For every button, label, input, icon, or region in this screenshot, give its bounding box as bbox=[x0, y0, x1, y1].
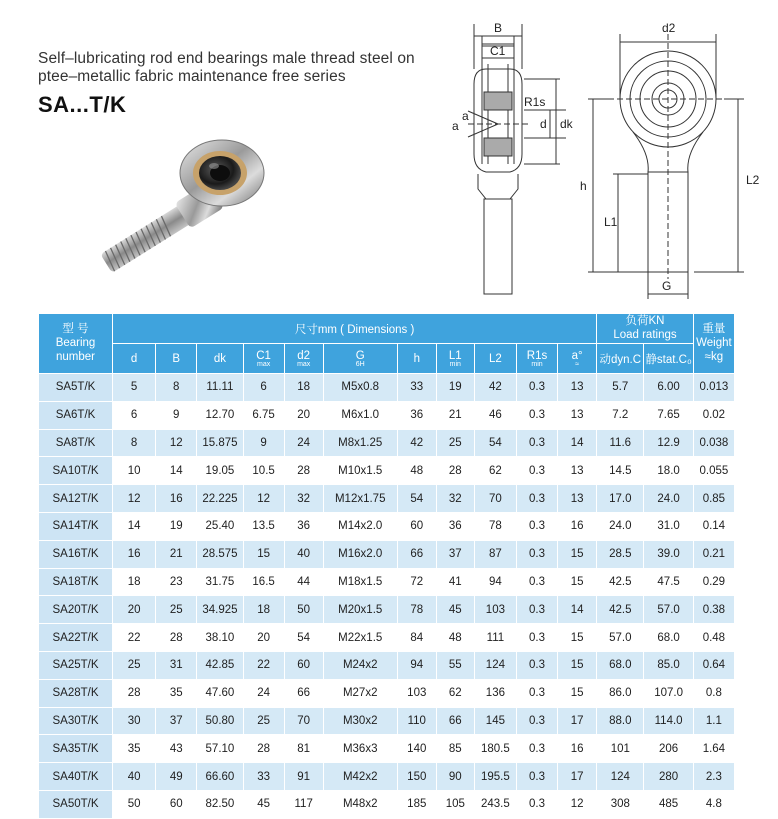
table-cell: 12 bbox=[113, 485, 156, 513]
table-cell: 0.013 bbox=[693, 374, 734, 402]
table-cell: 82.50 bbox=[197, 790, 243, 818]
label-C1: C1 bbox=[490, 44, 506, 58]
table-cell: 150 bbox=[397, 763, 436, 791]
table-cell: 66 bbox=[397, 540, 436, 568]
table-row bbox=[39, 707, 735, 735]
table-cell: 0.3 bbox=[516, 512, 557, 540]
table-cell: 72 bbox=[397, 568, 436, 596]
table-cell: 13 bbox=[558, 485, 597, 513]
table-cell: 6 bbox=[243, 374, 284, 402]
col-L2: L2 bbox=[474, 344, 516, 374]
table-cell: 16.5 bbox=[243, 568, 284, 596]
col-h: h bbox=[397, 344, 436, 374]
table-cell: 54 bbox=[474, 429, 516, 457]
table-cell: 68.0 bbox=[644, 624, 693, 652]
table-cell: 8 bbox=[156, 374, 197, 402]
bearing-number-cell: SA20T/K bbox=[39, 596, 113, 624]
table-row bbox=[39, 485, 735, 513]
table-cell: 10.5 bbox=[243, 457, 284, 485]
table-row bbox=[39, 457, 735, 485]
table-cell: 21 bbox=[156, 540, 197, 568]
table-cell: M5x0.8 bbox=[323, 374, 397, 402]
table-cell: 0.64 bbox=[693, 651, 734, 679]
table-cell: 38.10 bbox=[197, 624, 243, 652]
label-L2: L2 bbox=[746, 173, 760, 187]
table-cell: 124 bbox=[474, 651, 516, 679]
table-cell: 12.9 bbox=[644, 429, 693, 457]
table-cell: 24 bbox=[243, 679, 284, 707]
table-cell: 24 bbox=[284, 429, 323, 457]
rod-end-bearing-photo bbox=[82, 135, 282, 295]
table-cell: 42 bbox=[474, 374, 516, 402]
table-cell: 47.5 bbox=[644, 568, 693, 596]
col-d2: d2 max bbox=[284, 344, 323, 374]
table-row bbox=[39, 568, 735, 596]
table-cell: 34.925 bbox=[197, 596, 243, 624]
table-cell: 42 bbox=[397, 429, 436, 457]
bearing-number-cell: SA18T/K bbox=[39, 568, 113, 596]
table-cell: M18x1.5 bbox=[323, 568, 397, 596]
table-cell: 31.0 bbox=[644, 512, 693, 540]
table-cell: 32 bbox=[284, 485, 323, 513]
table-cell: 16 bbox=[558, 512, 597, 540]
table-cell: 6 bbox=[113, 401, 156, 429]
header-load-ratings: 负荷KN Load ratings bbox=[597, 314, 694, 344]
table-cell: 30 bbox=[113, 707, 156, 735]
table-cell: 15 bbox=[558, 651, 597, 679]
table-cell: 185 bbox=[397, 790, 436, 818]
table-row bbox=[39, 374, 735, 402]
label-h: h bbox=[580, 179, 587, 193]
table-cell: 43 bbox=[156, 735, 197, 763]
table-cell: 9 bbox=[156, 401, 197, 429]
table-cell: 114.0 bbox=[644, 707, 693, 735]
table-cell: 50.80 bbox=[197, 707, 243, 735]
table-cell: 0.3 bbox=[516, 374, 557, 402]
table-cell: M12x1.75 bbox=[323, 485, 397, 513]
table-cell: 0.3 bbox=[516, 429, 557, 457]
label-d2: d2 bbox=[662, 21, 676, 35]
table-cell: 5.7 bbox=[597, 374, 644, 402]
table-cell: 37 bbox=[436, 540, 474, 568]
table-cell: 21 bbox=[436, 401, 474, 429]
label-a2: a bbox=[462, 109, 469, 123]
col-dyn-c: 动dyn.C bbox=[597, 344, 644, 374]
bearing-number-cell: SA35T/K bbox=[39, 735, 113, 763]
table-cell: 25.40 bbox=[197, 512, 243, 540]
table-cell: M14x2.0 bbox=[323, 512, 397, 540]
table-cell: M6x1.0 bbox=[323, 401, 397, 429]
table-cell: M36x3 bbox=[323, 735, 397, 763]
table-cell: 32 bbox=[436, 485, 474, 513]
table-cell: M8x1.25 bbox=[323, 429, 397, 457]
table-row bbox=[39, 624, 735, 652]
col-R1s: R1s min bbox=[516, 344, 557, 374]
table-cell: 42.85 bbox=[197, 651, 243, 679]
table-cell: 103 bbox=[397, 679, 436, 707]
bearing-number-cell: SA8T/K bbox=[39, 429, 113, 457]
label-B: B bbox=[494, 21, 503, 35]
table-cell: 0.38 bbox=[693, 596, 734, 624]
table-cell: 14 bbox=[558, 596, 597, 624]
table-row bbox=[39, 735, 735, 763]
table-cell: 31 bbox=[156, 651, 197, 679]
bearing-number-cell: SA40T/K bbox=[39, 763, 113, 791]
table-cell: 36 bbox=[397, 401, 436, 429]
header-weight: 重量 Weight ≈kg bbox=[693, 314, 734, 374]
table-cell: 70 bbox=[474, 485, 516, 513]
table-cell: 117 bbox=[284, 790, 323, 818]
table-cell: M30x2 bbox=[323, 707, 397, 735]
table-cell: 31.75 bbox=[197, 568, 243, 596]
table-cell: 8 bbox=[113, 429, 156, 457]
table-cell: 15 bbox=[558, 679, 597, 707]
table-cell: 49 bbox=[156, 763, 197, 791]
bearing-number-cell: SA50T/K bbox=[39, 790, 113, 818]
table-cell: 44 bbox=[284, 568, 323, 596]
table-body bbox=[39, 374, 735, 819]
label-a1: a bbox=[452, 119, 459, 133]
table-row bbox=[39, 596, 735, 624]
table-cell: 0.3 bbox=[516, 651, 557, 679]
table-cell: 107.0 bbox=[644, 679, 693, 707]
table-cell: 13.5 bbox=[243, 512, 284, 540]
table-cell: 110 bbox=[397, 707, 436, 735]
table-cell: 91 bbox=[284, 763, 323, 791]
col-stat-c: 静stat.C₀ bbox=[644, 344, 693, 374]
table-cell: 12 bbox=[156, 429, 197, 457]
table-cell: 0.3 bbox=[516, 763, 557, 791]
table-cell: 14.5 bbox=[597, 457, 644, 485]
table-cell: 50 bbox=[113, 790, 156, 818]
table-cell: 180.5 bbox=[474, 735, 516, 763]
table-cell: 136 bbox=[474, 679, 516, 707]
table-cell: 16 bbox=[558, 735, 597, 763]
table-cell: 0.3 bbox=[516, 735, 557, 763]
table-cell: 66 bbox=[436, 707, 474, 735]
col-G: G 6H bbox=[323, 344, 397, 374]
table-cell: 12.70 bbox=[197, 401, 243, 429]
table-cell: 5 bbox=[113, 374, 156, 402]
subtitle-line-1: Self–lubricating rod end bearings male thread steel on bbox=[38, 50, 415, 67]
subtitle-line-2: ptee–metallic fabric maintenance free series bbox=[38, 68, 346, 85]
table-cell: 48 bbox=[436, 624, 474, 652]
table-cell: 40 bbox=[113, 763, 156, 791]
table-cell: 0.85 bbox=[693, 485, 734, 513]
table-cell: 50 bbox=[284, 596, 323, 624]
table-cell: 66 bbox=[284, 679, 323, 707]
table-cell: 45 bbox=[436, 596, 474, 624]
table-cell: 0.3 bbox=[516, 457, 557, 485]
table-cell: 206 bbox=[644, 735, 693, 763]
table-cell: 2.3 bbox=[693, 763, 734, 791]
table-cell: 19 bbox=[436, 374, 474, 402]
bearing-number-cell: SA5T/K bbox=[39, 374, 113, 402]
table-cell: 0.29 bbox=[693, 568, 734, 596]
table-cell: 22 bbox=[243, 651, 284, 679]
table-cell: 7.65 bbox=[644, 401, 693, 429]
table-cell: 78 bbox=[474, 512, 516, 540]
bearing-number-cell: SA16T/K bbox=[39, 540, 113, 568]
table-cell: 15 bbox=[558, 540, 597, 568]
table-cell: 0.8 bbox=[693, 679, 734, 707]
table-cell: 28 bbox=[284, 457, 323, 485]
table-cell: 84 bbox=[397, 624, 436, 652]
table-cell: 308 bbox=[597, 790, 644, 818]
label-dk: dk bbox=[560, 117, 573, 131]
table-cell: 25 bbox=[436, 429, 474, 457]
col-B: B bbox=[156, 344, 197, 374]
table-cell: 28 bbox=[436, 457, 474, 485]
table-cell: 0.48 bbox=[693, 624, 734, 652]
table-cell: 55 bbox=[436, 651, 474, 679]
table-cell: 24.0 bbox=[597, 512, 644, 540]
table-cell: 13 bbox=[558, 401, 597, 429]
table-cell: 54 bbox=[284, 624, 323, 652]
table-cell: 13 bbox=[558, 457, 597, 485]
table-cell: M42x2 bbox=[323, 763, 397, 791]
table-cell: 40 bbox=[284, 540, 323, 568]
table-cell: 0.3 bbox=[516, 596, 557, 624]
table-cell: 36 bbox=[284, 512, 323, 540]
table-cell: 42.5 bbox=[597, 568, 644, 596]
table-cell: 6.00 bbox=[644, 374, 693, 402]
table-cell: 195.5 bbox=[474, 763, 516, 791]
table-cell: 10 bbox=[113, 457, 156, 485]
table-cell: 25 bbox=[113, 651, 156, 679]
table-cell: 14 bbox=[156, 457, 197, 485]
table-row bbox=[39, 679, 735, 707]
table-cell: 23 bbox=[156, 568, 197, 596]
product-subtitle bbox=[38, 50, 438, 86]
table-cell: 39.0 bbox=[644, 540, 693, 568]
table-cell: M10x1.5 bbox=[323, 457, 397, 485]
table-cell: 18 bbox=[243, 596, 284, 624]
table-cell: 35 bbox=[156, 679, 197, 707]
table-cell: 28 bbox=[113, 679, 156, 707]
table-cell: 11.11 bbox=[197, 374, 243, 402]
table-cell: 1.1 bbox=[693, 707, 734, 735]
table-cell: 0.14 bbox=[693, 512, 734, 540]
table-cell: 0.055 bbox=[693, 457, 734, 485]
table-cell: 12 bbox=[558, 790, 597, 818]
table-cell: 145 bbox=[474, 707, 516, 735]
table-cell: 60 bbox=[397, 512, 436, 540]
table-cell: 16 bbox=[156, 485, 197, 513]
table-cell: 24.0 bbox=[644, 485, 693, 513]
table-cell: 87 bbox=[474, 540, 516, 568]
table-cell: 36 bbox=[436, 512, 474, 540]
table-row bbox=[39, 540, 735, 568]
table-cell: 47.60 bbox=[197, 679, 243, 707]
table-cell: 57.0 bbox=[597, 624, 644, 652]
bearing-number-cell: SA14T/K bbox=[39, 512, 113, 540]
table-cell: 41 bbox=[436, 568, 474, 596]
table-cell: 105 bbox=[436, 790, 474, 818]
table-cell: 485 bbox=[644, 790, 693, 818]
table-cell: 18 bbox=[113, 568, 156, 596]
label-d: d bbox=[540, 117, 547, 131]
table-cell: M24x2 bbox=[323, 651, 397, 679]
table-cell: 60 bbox=[156, 790, 197, 818]
col-dk: dk bbox=[197, 344, 243, 374]
table-cell: 0.3 bbox=[516, 540, 557, 568]
table-cell: 54 bbox=[397, 485, 436, 513]
table-cell: 103 bbox=[474, 596, 516, 624]
table-cell: 13 bbox=[558, 374, 597, 402]
table-cell: 62 bbox=[474, 457, 516, 485]
table-cell: 88.0 bbox=[597, 707, 644, 735]
table-cell: 28 bbox=[243, 735, 284, 763]
col-a: a° ≈ bbox=[558, 344, 597, 374]
table-cell: 66.60 bbox=[197, 763, 243, 791]
col-d: d bbox=[113, 344, 156, 374]
table-cell: 140 bbox=[397, 735, 436, 763]
table-cell: 11.6 bbox=[597, 429, 644, 457]
technical-drawing bbox=[438, 14, 773, 304]
table-cell: 25 bbox=[243, 707, 284, 735]
specification-table bbox=[38, 313, 735, 819]
table-row bbox=[39, 512, 735, 540]
table-cell: 1.64 bbox=[693, 735, 734, 763]
table-cell: 28.5 bbox=[597, 540, 644, 568]
table-cell: 18.0 bbox=[644, 457, 693, 485]
table-cell: 81 bbox=[284, 735, 323, 763]
table-cell: 0.3 bbox=[516, 790, 557, 818]
table-cell: 86.0 bbox=[597, 679, 644, 707]
table-cell: 17.0 bbox=[597, 485, 644, 513]
table-cell: 70 bbox=[284, 707, 323, 735]
bearing-number-cell: SA6T/K bbox=[39, 401, 113, 429]
bearing-number-cell: SA22T/K bbox=[39, 624, 113, 652]
bearing-number-cell: SA28T/K bbox=[39, 679, 113, 707]
table-cell: 90 bbox=[436, 763, 474, 791]
table-cell: 4.8 bbox=[693, 790, 734, 818]
table-cell: 78 bbox=[397, 596, 436, 624]
bearing-number-cell: SA10T/K bbox=[39, 457, 113, 485]
table-row bbox=[39, 429, 735, 457]
table-cell: 22 bbox=[113, 624, 156, 652]
table-cell: 124 bbox=[597, 763, 644, 791]
table-cell: 0.3 bbox=[516, 401, 557, 429]
col-C1: C1 max bbox=[243, 344, 284, 374]
label-G: G bbox=[662, 279, 672, 293]
col-L1: L1 min bbox=[436, 344, 474, 374]
table-row bbox=[39, 401, 735, 429]
table-cell: 22.225 bbox=[197, 485, 243, 513]
table-cell: 111 bbox=[474, 624, 516, 652]
table-cell: 19 bbox=[156, 512, 197, 540]
table-cell: M48x2 bbox=[323, 790, 397, 818]
table-cell: 57.0 bbox=[644, 596, 693, 624]
header-dimensions: 尺寸mm ( Dimensions ) bbox=[113, 314, 597, 344]
table-cell: 9 bbox=[243, 429, 284, 457]
table-cell: 15 bbox=[558, 568, 597, 596]
table-cell: 85 bbox=[436, 735, 474, 763]
label-R1s: R1s bbox=[524, 95, 546, 109]
table-cell: 0.038 bbox=[693, 429, 734, 457]
table-cell: M27x2 bbox=[323, 679, 397, 707]
bearing-number-cell: SA25T/K bbox=[39, 651, 113, 679]
header-bearing-number: 型 号 Bearing number bbox=[39, 314, 113, 374]
table-cell: 0.3 bbox=[516, 485, 557, 513]
table-cell: 0.21 bbox=[693, 540, 734, 568]
table-cell: M16x2.0 bbox=[323, 540, 397, 568]
table-cell: 33 bbox=[243, 763, 284, 791]
table-cell: 28.575 bbox=[197, 540, 243, 568]
table-cell: 6.75 bbox=[243, 401, 284, 429]
table-cell: 48 bbox=[397, 457, 436, 485]
table-cell: 33 bbox=[397, 374, 436, 402]
label-L1: L1 bbox=[604, 215, 618, 229]
bearing-number-cell: SA12T/K bbox=[39, 485, 113, 513]
table-cell: 243.5 bbox=[474, 790, 516, 818]
table-cell: 25 bbox=[156, 596, 197, 624]
table-cell: 0.3 bbox=[516, 707, 557, 735]
table-cell: 0.3 bbox=[516, 679, 557, 707]
table-cell: 280 bbox=[644, 763, 693, 791]
table-cell: 0.3 bbox=[516, 568, 557, 596]
table-cell: 60 bbox=[284, 651, 323, 679]
table-cell: 46 bbox=[474, 401, 516, 429]
table-cell: 20 bbox=[243, 624, 284, 652]
table-cell: 85.0 bbox=[644, 651, 693, 679]
table-cell: M20x1.5 bbox=[323, 596, 397, 624]
table-cell: 42.5 bbox=[597, 596, 644, 624]
table-cell: 15.875 bbox=[197, 429, 243, 457]
table-cell: 17 bbox=[558, 763, 597, 791]
table-cell: 35 bbox=[113, 735, 156, 763]
table-cell: 57.10 bbox=[197, 735, 243, 763]
table-cell: 37 bbox=[156, 707, 197, 735]
table-cell: 20 bbox=[284, 401, 323, 429]
series-title: SA...T/K bbox=[38, 92, 127, 117]
table-cell: 16 bbox=[113, 540, 156, 568]
table-cell: 15 bbox=[243, 540, 284, 568]
table-cell: 94 bbox=[474, 568, 516, 596]
table-cell: 15 bbox=[558, 624, 597, 652]
table-cell: 19.05 bbox=[197, 457, 243, 485]
table-cell: 94 bbox=[397, 651, 436, 679]
table-row bbox=[39, 763, 735, 791]
table-cell: 68.0 bbox=[597, 651, 644, 679]
table-cell: 14 bbox=[558, 429, 597, 457]
table-cell: 17 bbox=[558, 707, 597, 735]
table-row bbox=[39, 651, 735, 679]
table-cell: 28 bbox=[156, 624, 197, 652]
table-cell: 0.02 bbox=[693, 401, 734, 429]
table-cell: 0.3 bbox=[516, 624, 557, 652]
table-cell: 7.2 bbox=[597, 401, 644, 429]
table-cell: 18 bbox=[284, 374, 323, 402]
table-cell: M22x1.5 bbox=[323, 624, 397, 652]
table-cell: 12 bbox=[243, 485, 284, 513]
table-cell: 20 bbox=[113, 596, 156, 624]
table-cell: 45 bbox=[243, 790, 284, 818]
table-cell: 62 bbox=[436, 679, 474, 707]
bearing-number-cell: SA30T/K bbox=[39, 707, 113, 735]
table-cell: 101 bbox=[597, 735, 644, 763]
table-row bbox=[39, 790, 735, 818]
table-cell: 14 bbox=[113, 512, 156, 540]
